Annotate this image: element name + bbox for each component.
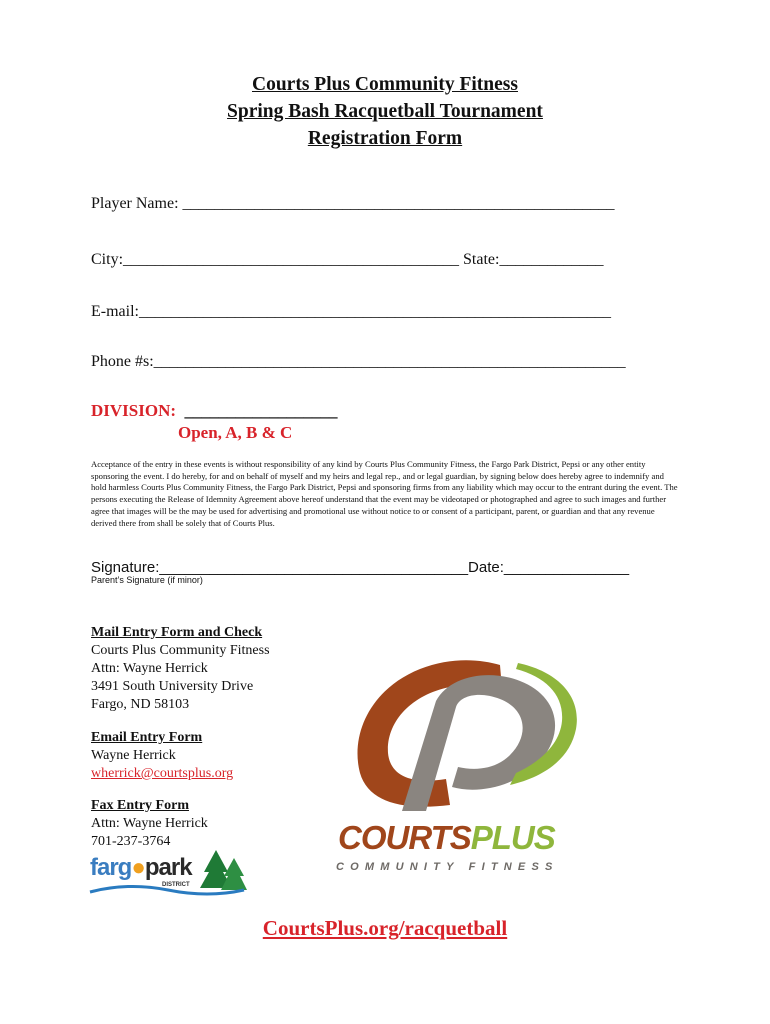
fargo-wordmark-part1: farg [90, 854, 132, 881]
mail-line-1: Courts Plus Community Fitness [91, 643, 270, 658]
courts-plus-wordmark-courts: COURTS [338, 819, 471, 856]
player-name-field[interactable]: Player Name: ______________________________________________________ [91, 195, 615, 212]
division-field[interactable] [91, 401, 338, 421]
email-entry-heading: Email Entry Form [91, 730, 203, 745]
email-field[interactable]: E-mail:___________________________________________________________ [91, 303, 611, 320]
community-fitness-label: COMMUNITY FITNESS [336, 861, 559, 873]
mail-entry-heading: Mail Entry Form and Check [91, 625, 263, 640]
division-label: DIVISION: [91, 401, 177, 420]
fargo-sun-icon: ● [131, 854, 145, 881]
fax-entry-attn: Attn: Wayne Herrick [91, 816, 208, 831]
division-options: Open, A, B & C [178, 423, 293, 442]
mail-entry-block [91, 624, 270, 714]
mail-line-2: Attn: Wayne Herrick [91, 661, 208, 676]
title-line-3: Registration Form [307, 128, 463, 149]
fargo-wordmark-part2: park [144, 854, 192, 881]
phone-field[interactable]: Phone #s:___________________________________________________________ [91, 353, 626, 370]
courts-plus-cp-icon [330, 655, 590, 815]
email-entry-link[interactable]: wherrick@courtsplus.org [91, 766, 234, 781]
fargo-wordmark [90, 854, 192, 882]
fax-entry-heading: Fax Entry Form [91, 798, 189, 813]
title-line-1: Courts Plus Community Fitness [252, 74, 518, 95]
fargo-park-logo [88, 848, 248, 896]
city-state-field[interactable]: City:__________________________________________ State:_____________ [91, 251, 604, 268]
release-agreement-text: Acceptance of the entry in these events is without responsibility of any kind by Courts Plus Community Fitness, the Fargo Park District, Pepsi or any other entity sponsoring the event. I do hereby, for and on behalf of myself and my heirs and legal rep., and or legal guardian, by signing below does hereby agree to indemnify and hold harmless Courts Plus Community Fitness, the Fargo Park District, Pepsi and sponsoring firms from any liability which may occur to the entrant during the event. The persons executing the Release of Idemnity Agreement above hereof understand that the event may be videotaped or photographed and agree to such images and further agree that images will be the may be used for advertising and promotional use without notice to or consent of a participant, parent, or guardian and that any revenue derived there from shall be solely that of Courts Plus. [91, 459, 678, 528]
parent-signature-note: Parent’s Signature (if minor) [91, 575, 203, 585]
title-line-2: Spring Bash Racquetball Tournament [227, 101, 543, 122]
email-entry-block [91, 729, 233, 783]
signature-date-field[interactable]: Signature:_____________________________________Date:_______________ [91, 559, 630, 576]
email-entry-name: Wayne Herrick [91, 748, 176, 763]
footer-url-link[interactable]: CourtsPlus.org/racquetball [262, 916, 508, 940]
courts-plus-wordmark [338, 819, 555, 857]
division-blank[interactable]: __________________ [176, 401, 338, 420]
fax-entry-block [91, 797, 208, 851]
fargo-district-label: DISTRICT [162, 882, 190, 888]
mail-line-4: Fargo, ND 58103 [91, 697, 190, 712]
mail-line-3: 3491 South University Drive [91, 679, 254, 694]
courts-plus-wordmark-plus: PLUS [470, 819, 555, 856]
courts-plus-logo [330, 655, 590, 875]
fax-entry-number: 701-237-3764 [91, 834, 171, 849]
